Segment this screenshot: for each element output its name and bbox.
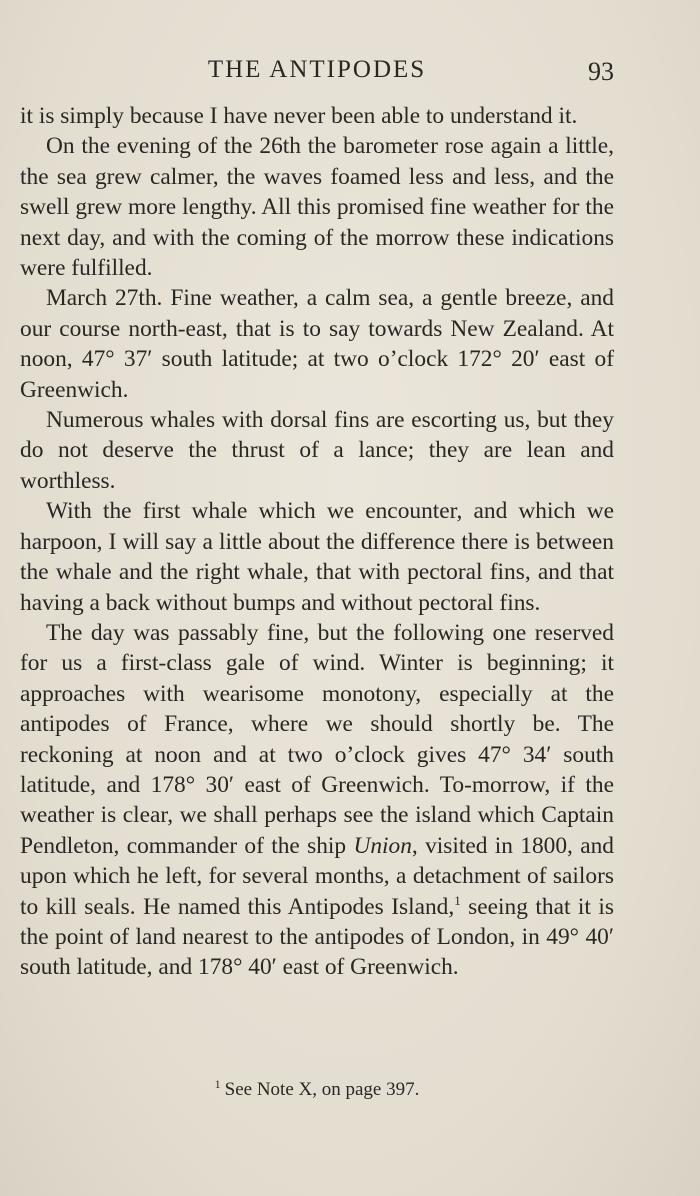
running-title: THE ANTIPODES bbox=[207, 56, 427, 83]
paragraph-barometer: On the evening of the 26th the barometer rose again a little, the sea grew calmer, the waves foamed less and less, and the swell grew more lengthy. All this promised fine weather for the next day, and with the coming of the morrow these indications were fulfilled. bbox=[20, 133, 614, 282]
gale-text-1: The day was passably fine, but the following one reserved for us a first-class gale of wind. Winter is beginning; it approaches with wearisome monotony, especially at the antipodes of France, where we should shortly be. The reckoning at noon and at two o’clock gives 47° 34′ south latitude, and 178° 30′ east of Greenwich. To-morrow, if the weather is clear, we shall perhaps see the island which Captain Pendleton, commander of the ship bbox=[20, 619, 614, 859]
paragraph-whales-escort: Numerous whales with dorsal fins are escorting us, but they do not deserve the thrust of a lance; they are lean and worthless. bbox=[20, 407, 614, 494]
gale-text-3: seeing that it is the point of land nearest to the antipodes of London, in 49° 40′ south latitude, and 178° 40′ east of Greenwich. bbox=[20, 893, 614, 981]
footnote-mark: 1 bbox=[214, 1077, 221, 1091]
page-number: 93 bbox=[588, 57, 614, 86]
ship-name: Union bbox=[353, 832, 412, 859]
footnote bbox=[20, 1076, 614, 1104]
paragraph-continued: it is simply because I have never been able to understand it. bbox=[20, 103, 578, 129]
paragraph-march-27: March 27th. Fine weather, a calm sea, a gentle breeze, and our course north-east, that is to say towards New Zealand. At noon, 47° 37′ south latitude; at two o’clock 172° 20′ east of Greenwich. bbox=[20, 285, 614, 403]
footnote-reference: 1 bbox=[454, 892, 461, 908]
paragraph-first-whale: With the first whale which we encounter, and which we harpoon, I will say a little about the difference there is between the whale and the right whale, that with pectoral fins, and that having a back without bumps and without pectoral fins. bbox=[20, 498, 614, 616]
footnote-text: See Note X, on page 397. bbox=[224, 1079, 420, 1100]
page-header bbox=[20, 50, 614, 90]
gale-text-2: , visited in 1800, and upon which he left, for several months, a detachment of sailors to kill seals. He named this Antipodes Island, bbox=[20, 832, 614, 920]
body-text bbox=[20, 101, 614, 983]
paragraph-gale bbox=[20, 618, 614, 983]
